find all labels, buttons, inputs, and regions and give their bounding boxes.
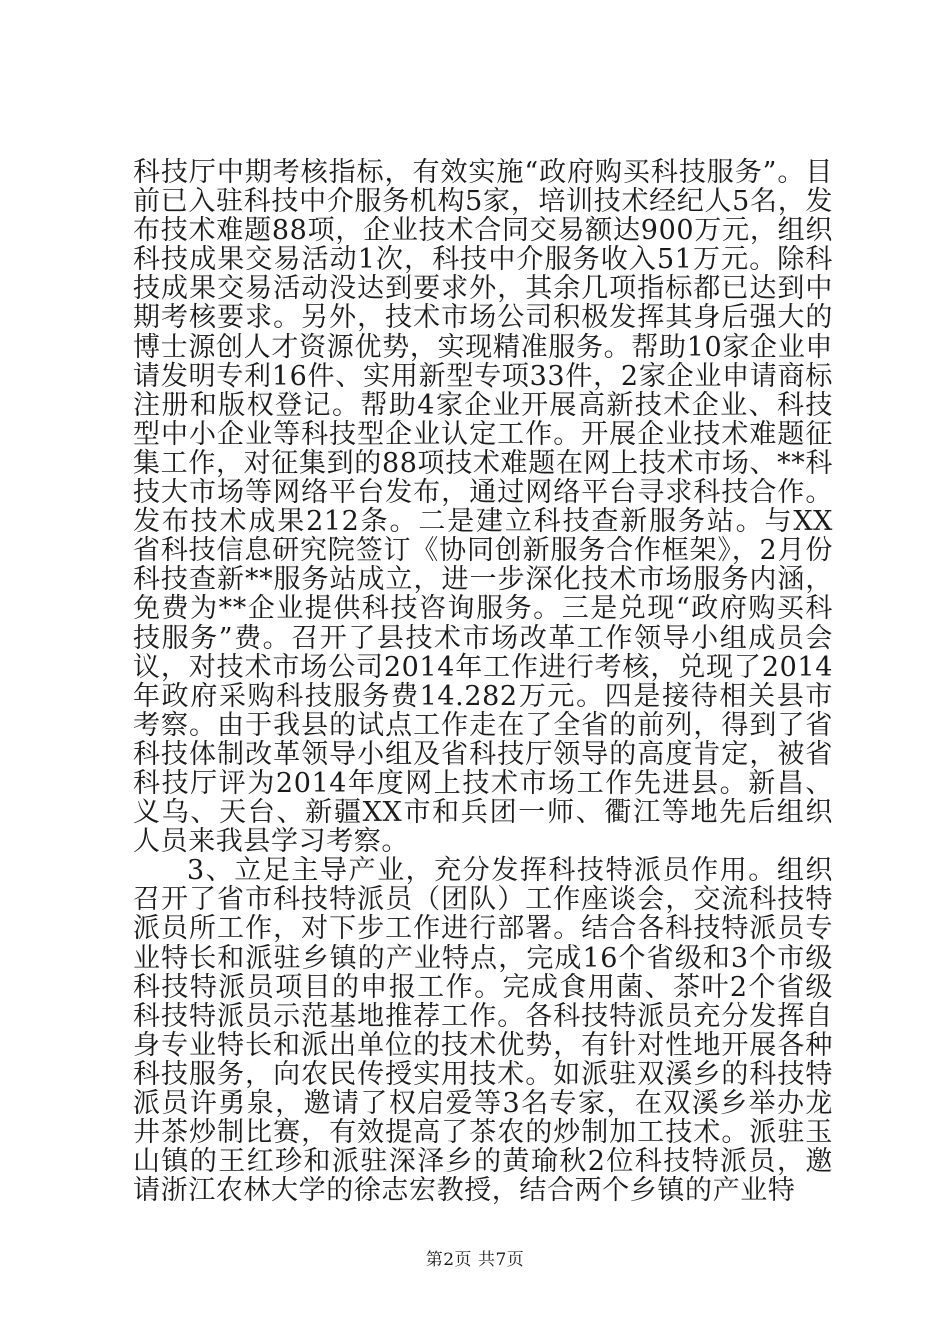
paragraph-2: 3、立足主导产业，充分发挥科技特派员作用。组织召开了省市科技特派员（团队）工作座谈会，交流科技特派员所工作，对下步工作进行部署。结合各科技特派员专业特长和派驻乡镇的产业特点，完成16个省级和3个市级科技特派员项目的申报工作。完成食用菌、茶叶2个省级科技特派员示范基地推荐工作。各科技特派员充分发挥自身专业特长和派出单位的技术优势，有针对性地开展各种科技服务，向农民传授实用技术。如派驻双溪乡的科技特派员许勇泉，邀请了权启爱等3名专家，在双溪乡举办龙井茶炒制比赛，有效提高了茶农的炒制加工技术。派驻玉山镇的王红珍和派驻深泽乡的黄瑜秋2位科技特派员，邀请浙江农林大学的徐志宏教授，结合两个乡镇的产业特 xyxy=(133,855,833,1207)
paragraph-1: 科技厅中期考核指标，有效实施“政府购买科技服务”。目前已入驻科技中介服务机构5家，培训技术经纪人5名，发布技术难题88项，企业技术合同交易额达900万元，组织科技成果交易活动1次，科技中介服务收入51万元。除科技成果交易活动没达到要求外，其余几项指标都已达到中期考核要求。另外，技术市场公司积极发挥其身后强大的博士源创人才资源优势，实现精准服务。帮助10家企业申请发明专利16件、实用新型专项33件，2家企业申请商标注册和版权登记。帮助4家企业开展高新技术企业、科技型中小企业等科技型企业认定工作。开展企业技术难题征集工作，对征集到的88项技术难题在网上技术市场、**科技大市场等网络平台发布，通过网络平台寻求科技合作。发布技术成果212条。二是建立科技查新服务站。与XX省科技信息研究院签订《协同创新服务合作框架》，2月份科技查新**服务站成立，进一步深化技术市场服务内涵，免费为**企业提供科技咨询服务。三是兑现“政府购买科技服务”费。召开了县技术市场改革工作领导小组成员会议，对技术市场公司2014年工作进行考核，兑现了2014年政府采购科技服务费14.282万元。四是接待相关县市考察。由于我县的试点工作走在了全省的前列，得到了省科技体制改革领导小组及省科技厅领导的高度肯定，被省科技厅评为2014年度网上技术市场工作先进县。新昌、义乌、天台、新疆XX市和兵团一师、衢江等地先后组织人员来我县学习考察。 xyxy=(133,157,833,858)
page-footer: 第2页 共7页 xyxy=(425,1250,525,1270)
document-body xyxy=(133,158,833,1205)
